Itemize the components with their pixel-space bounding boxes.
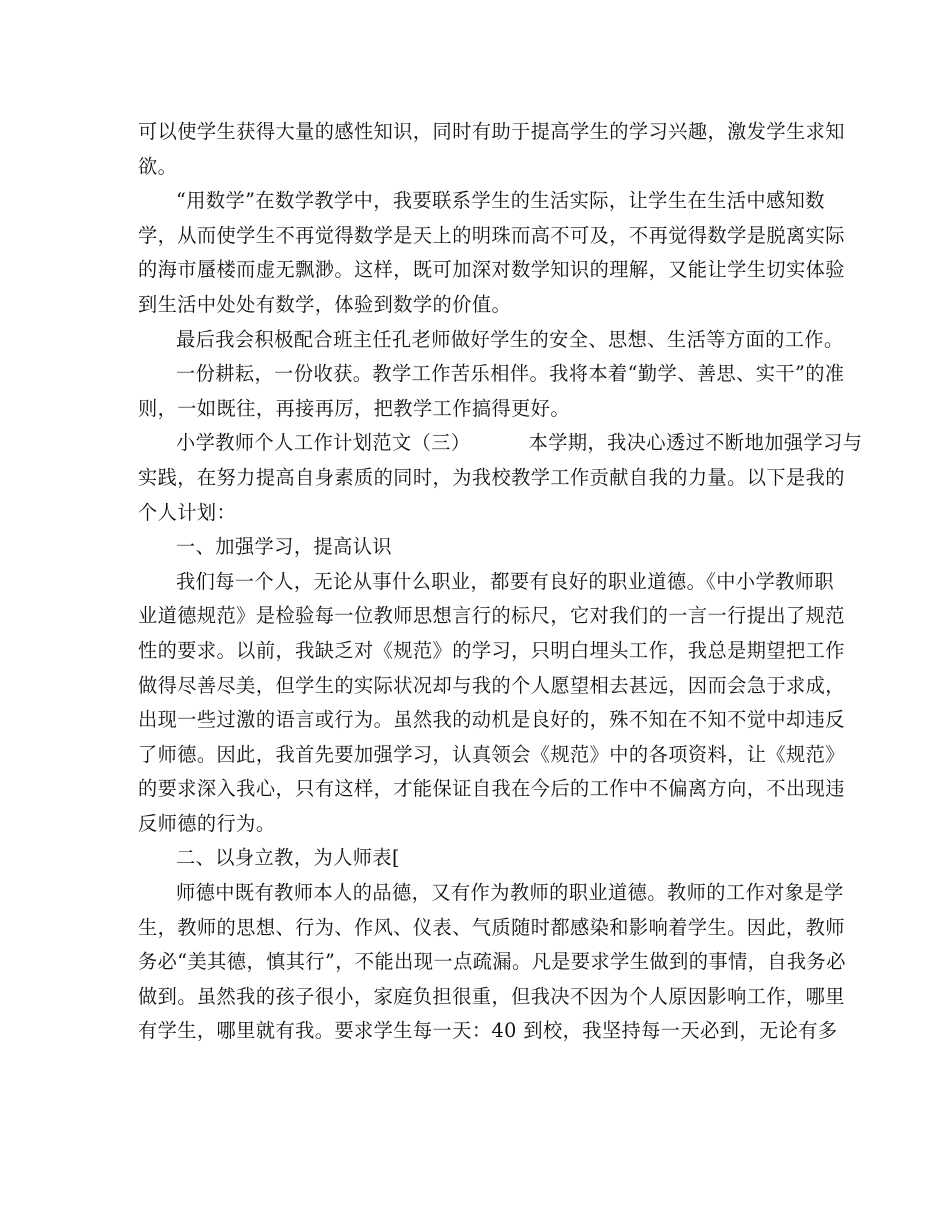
text-line: 生，教师的思想、行为、作风、仪表、气质随时都感染和影响着学生。因此，教师 bbox=[138, 915, 845, 939]
text-line: 学，从而使学生不再觉得数学是天上的明珠而高不可及，不再觉得数学是脱离实际 bbox=[138, 223, 845, 247]
paragraph bbox=[138, 357, 845, 426]
text-fragment: 本学期，我决心透过不断地加强学习与 bbox=[528, 431, 863, 455]
text-line: 性的要求。以前，我缺乏对《规范》的学习，只明白埋头工作，我总是期望把工作 bbox=[138, 638, 845, 662]
subheading bbox=[138, 841, 818, 876]
paragraph bbox=[138, 115, 845, 184]
paragraph bbox=[138, 876, 846, 1049]
subheading bbox=[138, 530, 818, 565]
text-line: 最后我会积极配合班主任孔老师做好学生的安全、思想、生活等方面的工作。 bbox=[176, 327, 844, 351]
document-body bbox=[138, 115, 863, 1049]
text-line: 到生活中处处有数学，体验到数学的价值。 bbox=[138, 292, 512, 316]
paragraph bbox=[138, 184, 845, 322]
text-line: 了师德。因此，我首先要加强学习，认真领会《规范》中的各项资料，让《规范》 bbox=[138, 742, 845, 766]
text-line: “用数学”在数学教学中，我要联系学生的生活实际，让学生在生活中感知数 bbox=[176, 189, 825, 213]
text-line: 的海市蜃楼而虚无飘渺。这样，既可加深对数学知识的理解，又能让学生切实体验 bbox=[138, 258, 845, 282]
text-line: 则，一如既往，再接再厉，把教学工作搞得更好。 bbox=[138, 396, 571, 420]
text-line: 我们每一个人，无论从事什么职业，都要有良好的职业道德。《中小学教师职 bbox=[176, 569, 835, 593]
paragraph bbox=[138, 565, 845, 842]
text-line: 个人计划： bbox=[138, 500, 237, 524]
paragraph bbox=[138, 426, 863, 530]
text-line: 有学生，哪里就有我。要求学生每一天：40 到校，我坚持每一天必到，无论有多 bbox=[138, 1019, 838, 1043]
text-line: 可以使学生获得大量的感性知识，同时有助于提高学生的学习兴趣，激发学生求知 bbox=[138, 120, 845, 143]
text-line: 一、加强学习，提高认识 bbox=[176, 535, 393, 559]
text-line: 一份耕耘，一份收获。教学工作苦乐相伴。我将本着“勤学、善思、实干”的准 bbox=[176, 362, 845, 386]
text-line: 业道德规范》是检验每一位教师思想言行的标尺，它对我们的一言一行提出了规范 bbox=[138, 604, 845, 628]
text-line: 欲。 bbox=[138, 154, 178, 178]
text-line: 做到。虽然我的孩子很小，家庭负担很重，但我决不因为个人原因影响工作，哪里 bbox=[138, 984, 845, 1008]
text-line: 务必“美其德，慎其行”，不能出现一点疏漏。凡是要求学生做到的事情，自我务必 bbox=[138, 950, 846, 974]
text-line: 反师德的行为。 bbox=[138, 811, 276, 835]
section-heading: 小学教师个人工作计划范文（三） bbox=[176, 431, 471, 455]
text-line: 二、以身立教，为人师表[ bbox=[176, 846, 400, 870]
paragraph bbox=[138, 323, 844, 358]
text-line: 实践，在努力提高自身素质的同时，为我校教学工作贡献自我的力量。以下是我的 bbox=[138, 465, 845, 489]
text-line: 的要求深入我心，只有这样，才能保证自我在今后的工作中不偏离方向，不出现违 bbox=[138, 777, 845, 801]
text-line: 师德中既有教师本人的品德，又有作为教师的职业道德。教师的工作对象是学 bbox=[176, 881, 844, 905]
text-line: 做得尽善尽美，但学生的实际状况却与我的个人愿望相去甚远，因而会急于求成， bbox=[138, 673, 845, 697]
text-line: 出现一些过激的语言或行为。虽然我的动机是良好的，殊不知在不知不觉中却违反 bbox=[138, 708, 845, 732]
text-line bbox=[138, 426, 863, 461]
